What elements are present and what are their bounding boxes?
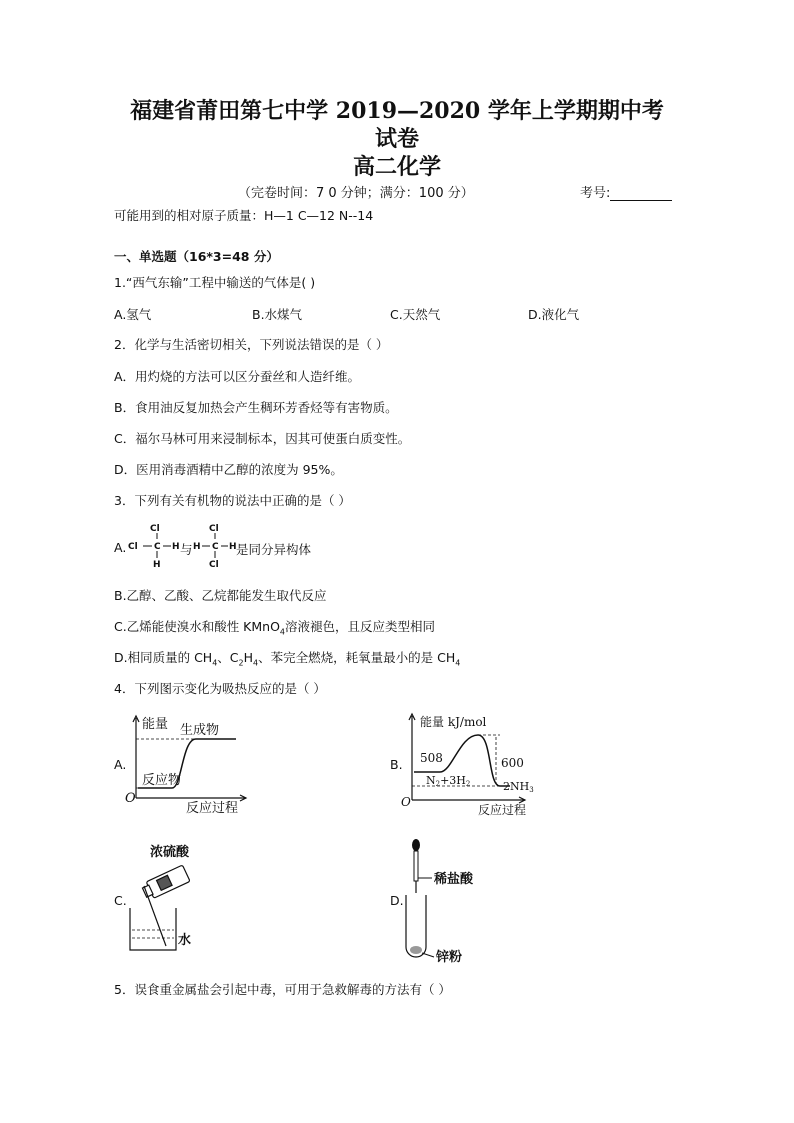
title-line-3: 高二化学 — [352, 154, 441, 180]
fig-a-ylabel: 能量 — [142, 717, 169, 732]
q2-option-a: A．用灼烧的方法可以区分蚕丝和人造纤维。 — [114, 369, 361, 384]
q3-option-c — [114, 617, 435, 637]
q3-c-post: 溶液褪色，且反应类型相同 — [285, 619, 436, 634]
q1-option-b: B.水煤气 — [252, 307, 303, 322]
q3-option-a-label: A. — [114, 540, 127, 555]
q4-option-c-label: C. — [114, 893, 127, 908]
fig-b-product: 2NH3 — [503, 780, 534, 794]
m2-top-cl: Cl — [209, 524, 219, 534]
question-5-stem: 5．误食重金属盐会引起中毒，可用于急救解毒的方法有（ ） — [114, 982, 451, 997]
q1-option-a: A.氢气 — [114, 307, 152, 322]
fig-c-water-label: 水 — [178, 933, 192, 948]
q3-option-a-suffix: 是同分异构体 — [236, 542, 312, 557]
fig-a-origin: O — [125, 791, 136, 806]
fig-b-xlabel: 反应过程 — [478, 803, 527, 817]
q2-option-b: B．食用油反复加热会产生稠环芳香烃等有害物质。 — [114, 400, 398, 415]
q3-d-mid1: 、C — [217, 650, 239, 665]
fig-a-xlabel: 反应过程 — [186, 801, 239, 814]
figure-c-dilution — [122, 838, 232, 958]
figure-d-zinc-acid — [400, 835, 490, 965]
question-1-stem: 1.“西气东输”工程中输送的气体是( ) — [114, 275, 316, 290]
q4-option-b-label: B. — [390, 757, 403, 772]
q3-d-pre: D.相同质量的 CH — [114, 650, 213, 665]
q3-option-a-middle: 与 — [180, 542, 193, 557]
exam-number-field[interactable] — [580, 182, 672, 201]
q3-d-sub1: 4 — [212, 658, 218, 668]
q1-option-d: D.液化气 — [528, 307, 580, 322]
m2-right-h: H — [229, 542, 237, 552]
q3-c-pre: C.乙烯能使溴水和酸性 KMnO — [114, 619, 280, 634]
q3-d-mid2: H — [243, 650, 254, 665]
fig-b-reactants: N2+3H2 — [426, 774, 471, 788]
title-line-1: 福建省莆田第七中学 2019—2020 学年上学期期中考 — [130, 98, 664, 124]
exam-info: （完卷时间：7 0 分钟；满分：100 分） — [238, 186, 474, 201]
q4-option-d-label: D. — [390, 893, 404, 908]
fig-b-600: 600 — [501, 756, 524, 770]
figure-a-energy-diagram — [124, 712, 264, 814]
m2-carbon: C — [212, 542, 219, 552]
fig-b-ylabel: 能量 kJ/mol — [420, 715, 487, 729]
exam-number-blank — [610, 188, 672, 201]
fig-b-508: 508 — [420, 751, 443, 765]
q3-option-b: B.乙醇、乙酸、乙烷都能发生取代反应 — [114, 588, 327, 603]
m2-left-h: H — [193, 542, 201, 552]
q3-d-sub4: 4 — [455, 658, 461, 668]
q3-c-sub: 4 — [279, 627, 286, 637]
q4-option-a-label: A. — [114, 757, 127, 772]
fig-a-product: 生成物 — [180, 723, 220, 738]
q3-option-d — [114, 648, 460, 668]
q3-d-sub3: 4 — [253, 658, 259, 668]
fig-b-origin: O — [401, 795, 411, 809]
m1-top-cl: Cl — [150, 524, 160, 534]
q2-option-d: D．医用消毒酒精中乙醇的浓度为 95%。 — [114, 462, 343, 477]
title-line-2: 试卷 — [374, 126, 419, 152]
atomic-mass-note: 可能用到的相对原子质量：H—1 C—12 N--14 — [114, 208, 374, 223]
m1-left-cl: Cl — [128, 542, 138, 552]
fig-a-reactant: 反应物 — [142, 773, 182, 788]
m2-bottom-cl: Cl — [209, 560, 219, 570]
question-3-stem: 3．下列有关有机物的说法中正确的是（ ） — [114, 493, 351, 508]
question-2-stem: 2．化学与生活密切相关，下列说法错误的是（ ） — [114, 337, 389, 352]
q3-d-mid3: 、苯完全燃烧，耗氧量最小的是 CH — [258, 650, 456, 665]
q2-option-c: C．福尔马林可用来浸制标本，因其可使蛋白质变性。 — [114, 431, 411, 446]
fig-c-acid-label: 浓硫酸 — [150, 845, 190, 860]
m1-carbon: C — [154, 542, 161, 552]
m1-bottom-h: H — [153, 560, 161, 570]
q1-option-c: C.天然气 — [390, 307, 441, 322]
q3-d-sub2: 2 — [238, 658, 244, 668]
section-title: 一、单选题（16*3=48 分） — [114, 249, 279, 264]
question-4-stem: 4．下列图示变化为吸热反应的是（ ） — [114, 681, 326, 696]
figure-b-energy-diagram — [400, 710, 550, 818]
fig-d-zinc-label: 锌粉 — [436, 950, 463, 965]
fig-d-acid-label: 稀盐酸 — [434, 872, 474, 887]
m1-right-h: H — [172, 542, 180, 552]
exam-number-label: 考号: — [580, 186, 611, 201]
